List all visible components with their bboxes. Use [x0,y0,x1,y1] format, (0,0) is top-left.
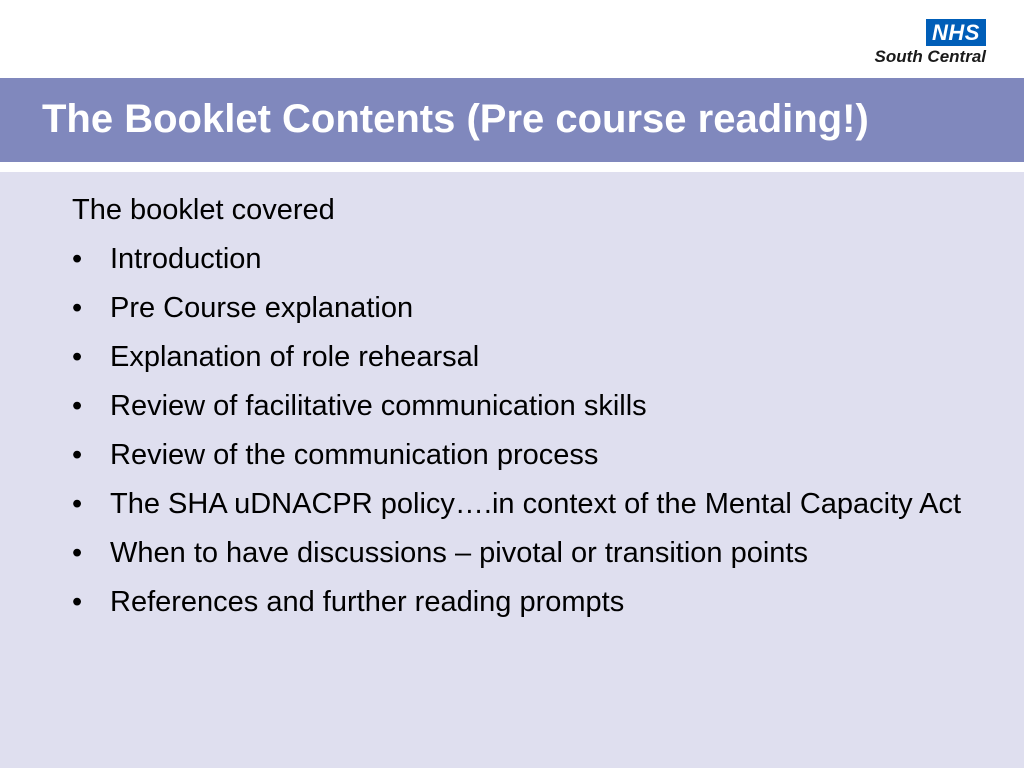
nhs-logo [856,19,986,67]
nhs-brand-badge: NHS [926,19,986,46]
slide-title: The Booklet Contents (Pre course reading!) [42,97,869,141]
list-item-text: Review of the communication process [110,439,599,471]
list-item-text: Pre Course explanation [110,292,414,324]
list-item [72,241,972,278]
title-bar [0,78,1024,162]
list-item-text: The SHA uDNACPR policy….in context of the Mental Capacity Act [110,488,962,520]
bullet-icon: • [72,439,83,471]
header-strip [0,0,1024,78]
bullet-icon: • [72,537,83,569]
list-item [72,437,972,474]
intro-text: The booklet covered [72,194,335,226]
bullet-icon: • [72,292,83,324]
bullet-icon: • [72,243,83,275]
list-item [72,535,972,572]
bullet-icon: • [72,390,83,422]
list-item [72,290,972,327]
list-item [72,584,972,621]
list-item-text: Introduction [110,243,262,275]
list-item-text: Review of facilitative communication skills [110,390,647,422]
content-panel [0,172,1024,768]
bullet-icon: • [72,488,83,520]
bullet-icon: • [72,341,83,373]
bullet-list [72,241,972,621]
list-item [72,486,972,523]
title-separator [0,162,1024,172]
list-item [72,388,972,425]
list-item-text: When to have discussions – pivotal or transition points [110,537,808,569]
bullet-icon: • [72,586,83,618]
list-item [72,339,972,376]
nhs-region-name: South Central [874,47,986,66]
list-item-text: References and further reading prompts [110,586,625,618]
content-body [72,192,972,633]
list-item-text: Explanation of role rehearsal [110,341,480,373]
